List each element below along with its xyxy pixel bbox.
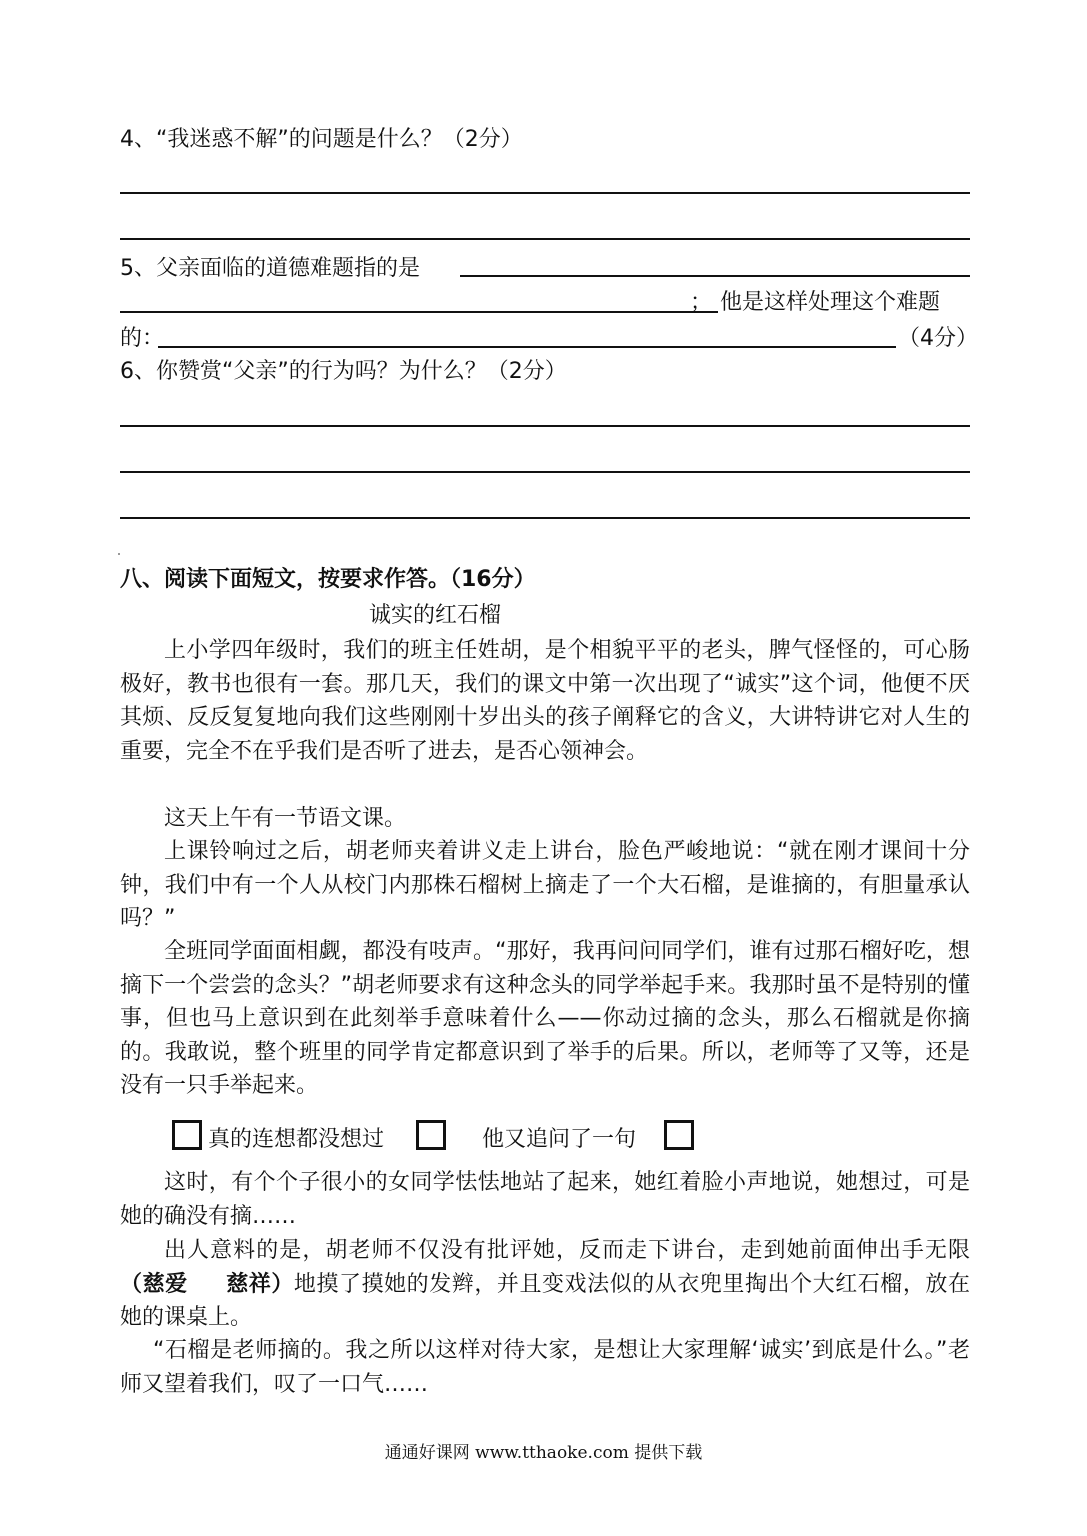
- question-4: 4、“我迷惑不解”的问题是什么？（2分）: [120, 127, 523, 152]
- choice-close-paren: ）: [271, 1271, 294, 1297]
- box-line-text-1: 真的连想都没想过: [208, 1127, 385, 1152]
- answer-line: [120, 517, 970, 519]
- passage-title: 诚实的红石榴: [369, 603, 502, 628]
- answer-box[interactable]: [416, 1120, 446, 1150]
- question-5-semicolon: ；: [690, 290, 713, 315]
- passage-paragraph: 全班同学面面相觑，都没有吱声。“那好，我再问问同学们，谁有过那石榴好吃，想摘下一个尝尝的念头？”胡老师要求有这种念头的同学举起手来。我那时虽不是特别的懂事，但也马上意识到在此刻举手意味着什么——你动过摘的念头，那么石榴就是你摘的。我敢说，整个班里的同学肯定都意识到了举手的后果。所以，老师等了又等，还是没有一只手举起来。: [120, 939, 970, 1098]
- answer-line: [120, 238, 970, 240]
- section-heading: 八、阅读下面短文，按要求作答。（16分）: [120, 567, 536, 592]
- answer-line: [120, 471, 970, 473]
- passage-paragraph: “石榴是老师摘的。我之所以这样对待大家，是想让大家理解‘诚实’到底是什么。”老师又望着我们，叹了一口气……: [120, 1338, 970, 1397]
- answer-line: [460, 275, 970, 277]
- passage-paragraph: 上小学四年级时，我们的班主任姓胡，是个相貌平平的老头，脾气怪怪的，可心肠极好，教书也很有一套。那几天，我们的课文中第一次出现了“诚实”这个词，他便不厌其烦、反反复复地向我们这些刚刚十岁出头的孩子阐释它的含义，大讲特讲它对人生的重要，完全不在乎我们是否听了进去，是否心领神会。: [120, 638, 970, 764]
- question-5-continuation: 他是这样处理这个难题: [720, 290, 941, 315]
- choice-option-1[interactable]: 慈爱: [142, 1271, 188, 1297]
- passage-paragraph: 这天上午有一节语文课。: [164, 806, 407, 831]
- question-5-end-prefix: 的：: [120, 326, 165, 351]
- page-footer: 通通好课网 www.tthaoke.com 提供下载: [384, 1443, 703, 1463]
- choice-text-before: 出人意料的是，胡老师不仅没有批评她，反而走下讲台，走到她前面伸出手无限: [164, 1238, 970, 1263]
- passage-paragraph: 这时，有个个子很小的女同学怯怯地站了起来，她红着脸小声地说，她想过，可是她的确没有摘……: [120, 1170, 970, 1229]
- choice-open-paren: （: [120, 1271, 143, 1297]
- question-5-score: （4分）: [898, 326, 978, 351]
- scan-speck: [118, 553, 120, 555]
- passage-paragraph-choice: [120, 1234, 970, 1335]
- answer-box[interactable]: [664, 1120, 694, 1150]
- answer-line: [120, 311, 718, 313]
- answer-line: [120, 425, 970, 427]
- question-6: 6、你赞赏“父亲”的行为吗？为什么？（2分）: [120, 359, 567, 384]
- box-line-text-2: 他又追问了一句: [482, 1127, 637, 1152]
- choice-option-2[interactable]: 慈祥: [225, 1271, 272, 1297]
- answer-line: [120, 192, 970, 194]
- question-5: 5、父亲面临的道德难题指的是: [120, 256, 420, 281]
- choice-text-after: 地摸了摸她的发辫，并且变戏法似的从衣兜里掏出个大红石榴，放在她的课桌上。: [120, 1271, 970, 1330]
- answer-box[interactable]: [172, 1120, 202, 1150]
- passage-paragraph: 上课铃响过之后，胡老师夹着讲义走上讲台，脸色严峻地说：“就在刚才课间十分钟，我们中有一个人从校门内那株石榴树上摘走了一个大石榴，是谁摘的，有胆量承认吗？”: [120, 839, 970, 931]
- answer-line: [158, 346, 896, 348]
